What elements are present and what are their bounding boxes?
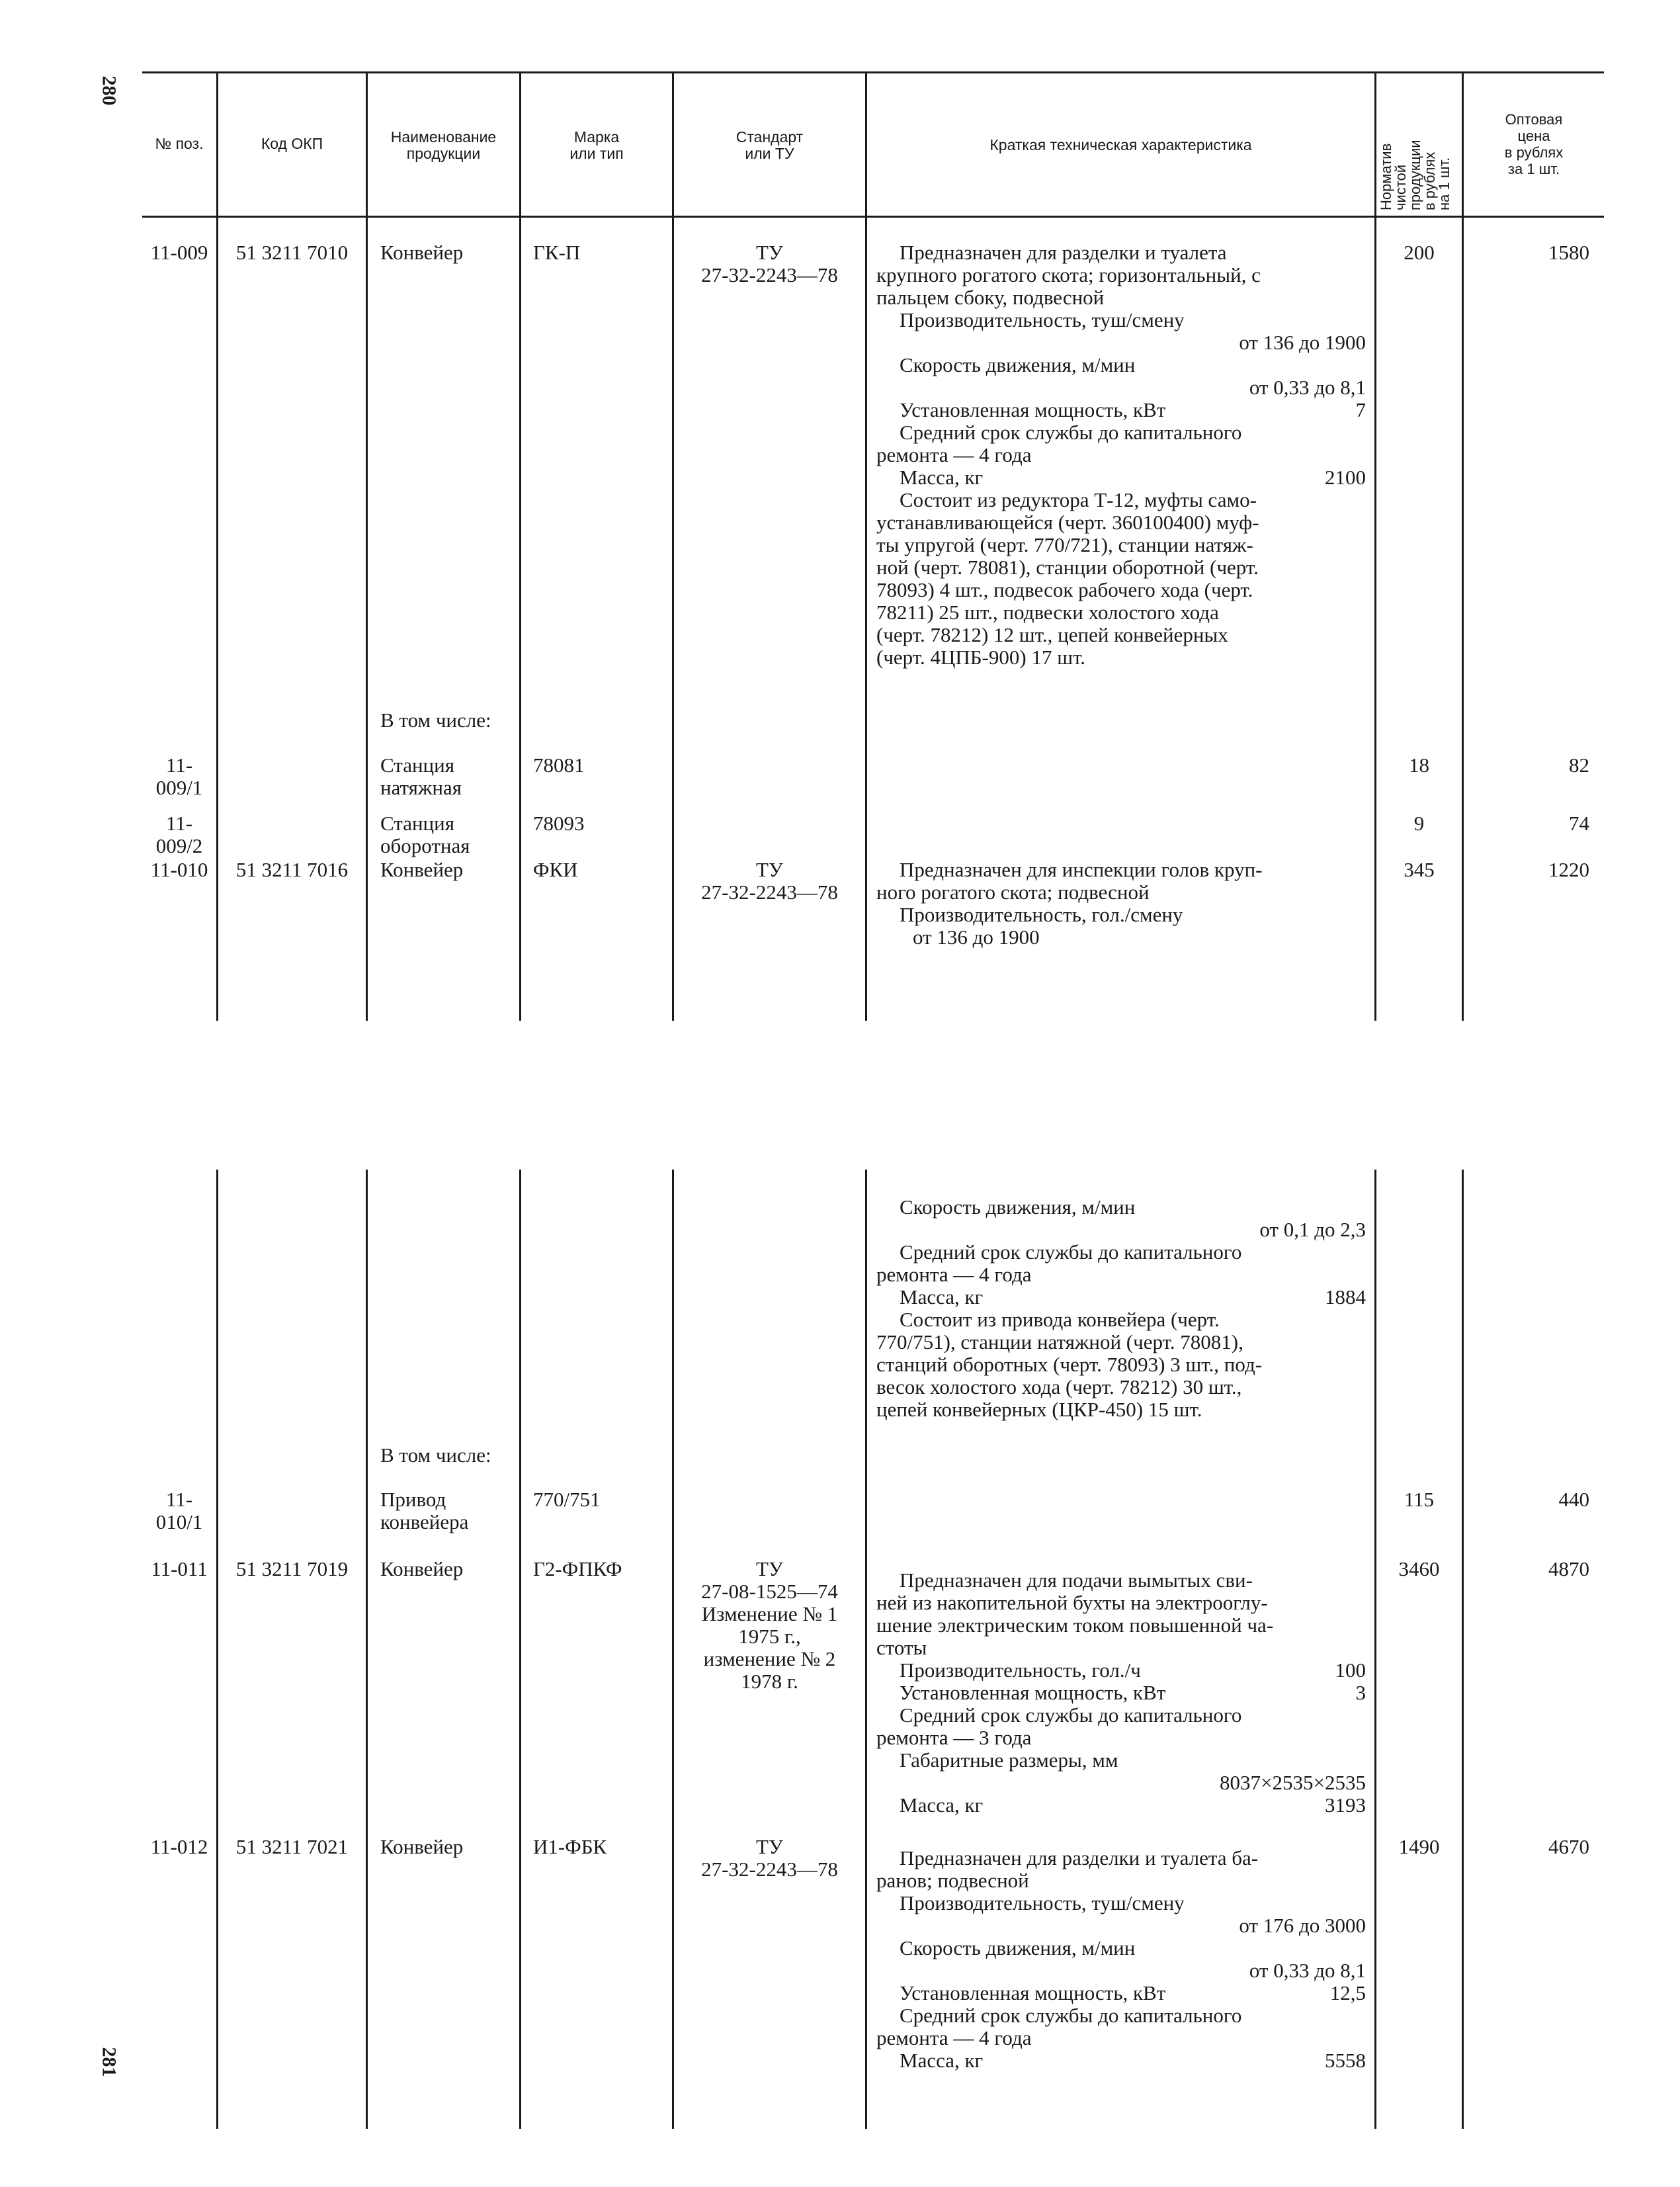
desc-line: от 136 до 1900 [913,925,1040,949]
row-name: Конвейер [380,241,464,264]
desc-line: Средний срок службы до капитального [900,1240,1242,1264]
desc-line: крупного рогатого скота; горизонтальный, с [876,263,1261,286]
table1-header-rule [142,216,1604,218]
desc-line: Предназначен для разделки и туалета [900,241,1227,264]
table2-col-divider [1462,1170,1464,2129]
desc-line: 8037×2535×2535 [1220,1771,1366,1794]
page-number-bottom: 281 [98,2047,120,2077]
row-mark: Г2-ФПКФ [533,1557,622,1580]
desc-line: устанавливающейся (черт. 360100400) муф- [876,511,1259,534]
desc-line: 5558 [1325,2049,1366,2072]
desc-line: Производительность, туш/смену [900,308,1185,331]
row-okp: 51 3211 7010 [235,241,349,264]
desc-line: Производительность, гол./ч [900,1658,1141,1682]
row-mark: 770/751 [533,1488,601,1511]
desc-line: (черт. 4ЦПБ-900) 17 шт. [876,646,1086,669]
desc-line: ранов; подвесной [876,1869,1029,1892]
row-standard: ТУ 27-08-1525—74 Изменение № 1 1975 г., изменение № 2 1978 г. [701,1557,838,1693]
row-price: 440 [1558,1488,1589,1511]
row-price: 1580 [1548,241,1589,264]
header-desc: Краткая техническая характеристика [989,136,1252,153]
desc-line: от 0,33 до 8,1 [1249,376,1366,399]
row-okp: 51 3211 7016 [235,858,349,881]
desc-line: Масса, кг [900,2049,984,2072]
desc-line: ремонта — 4 года [876,1263,1032,1286]
desc-line: Предназначен для разделки и туалета ба- [900,1846,1259,1869]
row-name: Станция оборотная [380,812,470,857]
desc-line: (черт. 78212) 12 шт., цепей конвейерных [876,623,1228,646]
desc-line: Средний срок службы до капитального [900,1703,1242,1727]
row-standard: ТУ 27-32-2243—78 [701,241,838,286]
desc-line: Скорость движения, м/мин [900,1195,1136,1219]
desc-line: 770/751), станции натяжной (черт. 78081), [876,1330,1243,1353]
table1-col-divider [366,73,368,1021]
desc-line: ремонта — 3 года [876,1726,1032,1749]
row-mark: И1-ФБК [533,1835,607,1858]
table1-col-divider [519,73,521,1021]
header-name: Наименование продукции [390,128,497,162]
desc-line: Скорость движения, м/мин [900,1936,1136,1959]
table2-col-divider [366,1170,368,2129]
row-name: Привод конвейера [380,1488,469,1533]
row-pos: 11- 010/1 [155,1488,203,1533]
table2-col-divider [216,1170,218,2129]
desc-line: шение электрическим током повышенной ча- [876,1613,1274,1637]
desc-line: 3 [1355,1681,1366,1704]
desc-line: от 0,33 до 8,1 [1249,1959,1366,1982]
header-mark: Марка или тип [569,128,624,162]
row-mark: 78093 [533,812,585,835]
row-pos: 11-012 [150,1835,208,1858]
desc-line: ремонта — 4 года [876,2026,1032,2049]
desc-line: Средний срок службы до капитального [900,2004,1242,2027]
desc-line: Масса, кг [900,466,984,489]
desc-line: Состоит из привода конвейера (черт. [900,1308,1220,1331]
row-norm: 18 [1409,753,1429,777]
desc-line: Скорость движения, м/мин [900,353,1136,376]
desc-line: цепей конвейерных (ЦКР-450) 15 шт. [876,1398,1202,1421]
row-norm: 1490 [1398,1835,1440,1858]
desc-line: Состоит из редуктора Т-12, муфты само- [900,488,1257,511]
desc-line: от 0,1 до 2,3 [1259,1218,1366,1241]
row-pos: 11- 009/1 [155,753,203,799]
desc-line: Средний срок службы до капитального [900,421,1242,444]
desc-line: 100 [1335,1658,1366,1682]
desc-line: Установленная мощность, кВт [900,1681,1166,1704]
row-price: 1220 [1548,858,1589,881]
row-pos: 11-009 [150,241,208,264]
table1-col-divider [865,73,867,1021]
table2-col-divider [865,1170,867,2129]
table2-col-divider [1374,1170,1376,2129]
row-name: Конвейер [380,858,464,881]
row-pos: 11-010 [150,858,208,881]
desc-line: ной (черт. 78081), станции оборотной (черт. [876,556,1259,579]
row-mark: ГК-П [533,241,581,264]
desc-line: Производительность, гол./смену [900,903,1183,926]
desc-line: Предназначен для инспекции голов круп- [900,858,1263,881]
desc-line: от 136 до 1900 [1239,331,1366,354]
row-name: Конвейер [380,1557,464,1580]
desc-line: от 176 до 3000 [1239,1914,1366,1937]
row-norm: 3460 [1398,1557,1440,1580]
desc-line: Габаритные размеры, мм [900,1748,1118,1772]
row-price: 4870 [1548,1557,1589,1580]
desc-line: пальцем сбоку, подвесной [876,286,1105,309]
table2-col-divider [519,1170,521,2129]
desc-line: Установленная мощность, кВт [900,398,1166,421]
row-mark: ФКИ [533,858,578,881]
desc-line: 78093) 4 шт., подвесок рабочего хода (черт. [876,578,1253,601]
row-mark: 78081 [533,753,585,777]
header-pos: № поз. [155,135,204,152]
desc-line: Предназначен для подачи вымытых сви- [900,1568,1253,1592]
row-name: Станция натяжная [380,753,462,799]
desc-line: Установленная мощность, кВт [900,1981,1166,2004]
desc-line: весок холостого хода (черт. 78212) 30 шт., [876,1375,1242,1398]
row-standard: ТУ 27-32-2243—78 [701,858,838,904]
desc-line: ней из накопительной бухты на электрооглу- [876,1591,1268,1614]
row-okp: 51 3211 7019 [235,1557,349,1580]
desc-line: 3193 [1325,1793,1366,1817]
row-name: В том числе: [380,1443,491,1467]
row-pos: 11- 009/2 [155,812,203,857]
desc-line: ного рогатого скота; подвесной [876,880,1150,904]
header-okp: Код ОКП [261,135,323,152]
row-norm: 200 [1404,241,1435,264]
header-standard: Стандарт или ТУ [735,128,804,162]
header-norm: Норматив чистой продукции в рублях на 1 шт. [1378,140,1452,210]
desc-line: Масса, кг [900,1285,984,1308]
row-price: 4670 [1548,1835,1589,1858]
desc-line: Масса, кг [900,1793,984,1817]
desc-line: ты упругой (черт. 770/721), станции натяж- [876,533,1253,556]
row-pos: 11-011 [151,1557,208,1580]
desc-line: ремонта — 4 года [876,443,1032,466]
page-number-top: 280 [98,75,120,106]
row-standard: ТУ 27-32-2243—78 [701,1835,838,1881]
row-name: Конвейер [380,1835,464,1858]
desc-line: 7 [1355,398,1366,421]
desc-line: 12,5 [1329,1981,1366,2004]
row-norm: 115 [1404,1488,1435,1511]
desc-line: 2100 [1325,466,1366,489]
row-norm: 9 [1413,812,1425,835]
row-price: 74 [1569,812,1589,835]
desc-line: 78211) 25 шт., подвески холостого хода [876,601,1219,624]
row-name: В том числе: [380,708,491,732]
desc-line: стоты [876,1636,927,1659]
desc-line: станций оборотных (черт. 78093) 3 шт., под- [876,1353,1263,1376]
desc-line: Производительность, туш/смену [900,1891,1185,1914]
row-okp: 51 3211 7021 [235,1835,349,1858]
row-price: 82 [1569,753,1589,777]
desc-line: 1884 [1325,1285,1366,1308]
row-norm: 345 [1404,858,1435,881]
header-price: Оптовая цена в рублях за 1 шт. [1504,111,1564,177]
